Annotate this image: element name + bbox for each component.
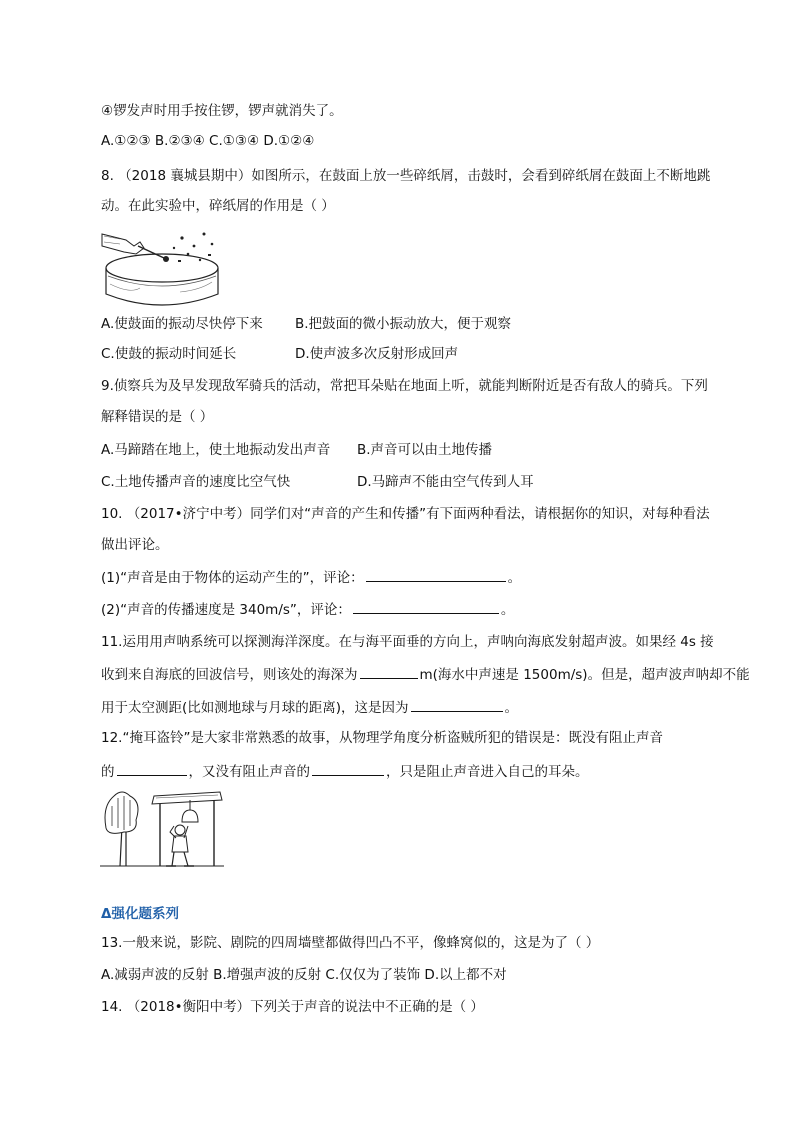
q10-stem-line2: 做出评论。: [101, 537, 169, 553]
q7-options: A.①②③ B.②③④ C.①③④ D.①②④: [101, 133, 315, 149]
q8-option-c: C.使鼓的振动时间延长: [101, 346, 237, 362]
q8-stem-line1: 8. （2018 襄城县期中）如图所示，在鼓面上放一些碎纸屑，击鼓时，会看到碎纸屑在鼓面上不断地跳: [101, 168, 711, 184]
q10-sub2-blank[interactable]: [353, 599, 499, 614]
q11-stem-line1: 11.运用用声呐系统可以探测海洋深度。在与海平面垂的方向上，声呐向海底发射超声波。如果经 4s 接: [101, 634, 714, 650]
q12-blank-2[interactable]: [312, 761, 384, 776]
q9-option-d: D.马蹄声不能由空气传到人耳: [357, 474, 534, 490]
q11-depth-blank[interactable]: [360, 664, 418, 679]
q11-line3-end: 。: [504, 700, 519, 716]
q11-line2-text: 收到来自海底的回波信号，则该处的海深为: [101, 667, 358, 683]
q7-item4: ④锣发声时用手按住锣，锣声就消失了。: [101, 103, 343, 119]
q9-stem-line1: 9.侦察兵为及早发现敌军骑兵的活动，常把耳朵贴在地面上听，就能判断附近是否有敌人的骑兵。下列: [101, 378, 708, 394]
q8-option-a: A.使鼓面的振动尽快停下来: [101, 316, 263, 332]
q11-stem-line3: [101, 697, 518, 718]
drum-figure: [100, 224, 220, 306]
q10-sub1-blank[interactable]: [366, 567, 506, 582]
section-title: Δ强化题系列: [101, 906, 179, 922]
q13-options: A.减弱声波的反射 B.增强声波的反射 C.仅仅为了装饰 D.以上都不对: [101, 967, 507, 983]
q11-reason-blank[interactable]: [411, 697, 503, 712]
q9-option-b: B.声音可以由土地传播: [357, 442, 493, 458]
q10-sub2-end: 。: [500, 602, 515, 618]
q10-sub2-text: (2)“声音的传播速度是 340m/s”，评论：: [101, 602, 351, 618]
q9-stem-line2: 解释错误的是（ ）: [101, 409, 214, 425]
q11-line2-end: m(海水中声速是 1500m/s)。但是，超声波声呐却不能: [419, 667, 750, 683]
q8-stem-line2: 动。在此实验中，碎纸屑的作用是（ ）: [101, 198, 335, 214]
q12-stem-line2: [101, 761, 589, 782]
q10-sub1-end: 。: [507, 570, 522, 586]
q12-stem-line1: 12.“掩耳盗铃”是大家非常熟悉的故事，从物理学角度分析盗贼所犯的错误是：既没有阻止声音: [101, 730, 663, 746]
q12-line2-c: ，只是阻止声音进入自己的耳朵。: [386, 764, 589, 780]
q12-line2-a: 的: [101, 764, 115, 780]
q8-option-d: D.使声波多次反射形成回声: [295, 346, 459, 362]
q8-option-b: B.把鼓面的微小振动放大，便于观察: [295, 316, 512, 332]
bell-thief-figure: [100, 786, 224, 868]
q12-line2-b: ，又没有阻止声音的: [188, 764, 310, 780]
q10-sub1-text: (1)“声音是由于物体的运动产生的”，评论：: [101, 570, 364, 586]
q11-line3-text: 用于太空测距(比如测地球与月球的距离)，这是因为: [101, 700, 409, 716]
q10-stem-line1: 10. （2017•济宁中考）同学们对“声音的产生和传播”有下面两种看法，请根据你的知识，对每种看法: [101, 506, 710, 522]
q13-stem: 13.一般来说，影院、剧院的四周墙壁都做得凹凸不平，像蜂窝似的，这是为了（ ）: [101, 935, 600, 951]
q10-sub2: [101, 599, 514, 620]
q14-stem: 14. （2018•衡阳中考）下列关于声音的说法中不正确的是（ ）: [101, 999, 484, 1015]
q12-blank-1[interactable]: [117, 761, 187, 776]
q9-option-c: C.土地传播声音的速度比空气快: [101, 474, 291, 490]
q11-stem-line2: [101, 664, 750, 685]
q9-option-a: A.马蹄踏在地上，使土地振动发出声音: [101, 442, 331, 458]
q10-sub1: [101, 567, 521, 588]
